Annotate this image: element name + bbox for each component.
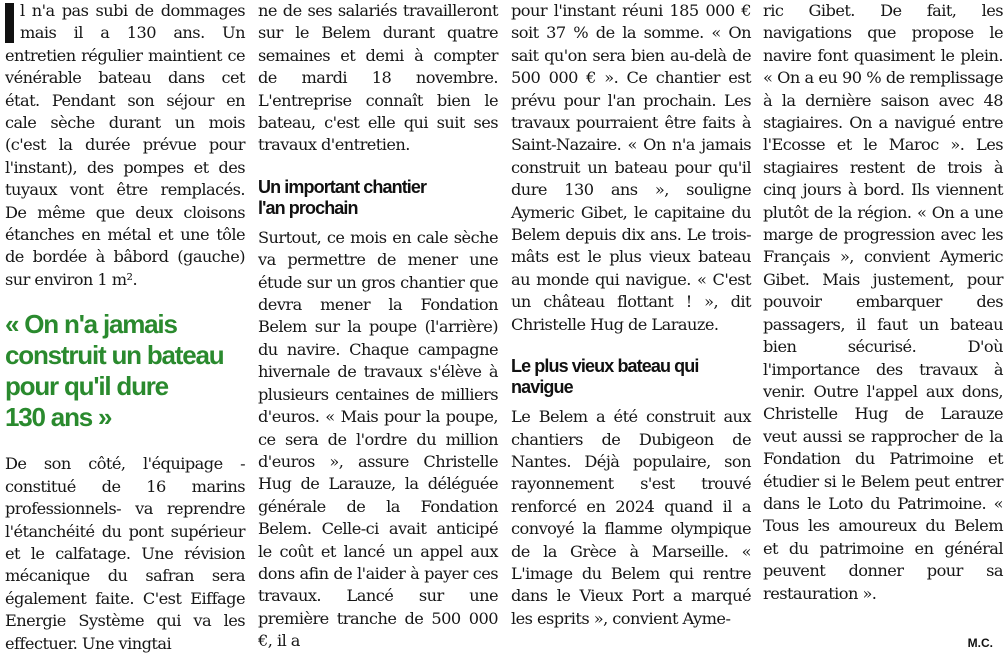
section-subheading	[511, 356, 751, 398]
pull-quote-line: pour qu'il dure	[5, 371, 168, 402]
subheading-line: l'an prochain	[258, 197, 358, 218]
author-byline: M.C.	[967, 636, 993, 650]
pull-quote	[5, 309, 245, 433]
pull-quote-line: construit un bateau	[5, 340, 224, 371]
article-column-2	[258, 0, 498, 653]
article-column-4	[763, 0, 1003, 605]
paragraph-text: Le Belem a été construit aux chantiers de Dubigeon de Nantes. Déjà populaire, son rayonnement s'est trouvé renforcé en 2024 quand il a convoyé la flamme olympique de la Grèce à Marseille. « L'image du Belem qui rentre dans le Vieux Port a marqué les esprits », convient Ayme-	[511, 407, 751, 628]
paragraph-text: Surtout, ce mois en cale sèche va permettre de mener une étude sur un gros chantier que devra mener la Fondation Belem sur la poupe (l'arrière) du navire. Chaque campagne hivernale de travaux s'élève à plusieurs centaines de milliers d'euros. « Mais pour la poupe, ce sera de l'ordre du million d'euros », assure Christelle Hug de Larauze, la déléguée générale de la Fondation Belem. Celle-ci avait anticipé le coût et lancé un appel aux dons afin de l'aider à payer ces travaux. Lancé sur une première tranche de 500 000 €, il a	[258, 227, 498, 651]
section-subheading	[258, 177, 498, 219]
pull-quote-line: 130 ans »	[5, 402, 112, 433]
paragraph-text: ne de ses salariés travailleront sur le Belem durant quatre semaines et demi à compter de mardi 18 novembre. L'entreprise connaît bien le bateau, c'est elle qui suit ses travaux d'entretien.	[258, 1, 498, 155]
paragraph-text: pour l'instant réuni 185 000 € soit 37 % de la somme. « On sait qu'on sera bien au-delà de 500 000 € ». Ce chantier est prévu pour l'an prochain. Les travaux pourraient être faits à Saint-Nazaire. « On n'a jamais construit un bateau pour qu'il dure 130 ans », souligne Aymeric Gibet, le capitaine du Belem depuis dix ans. Le trois-mâts est le plus vieux bateau au monde qui navigue. « C'est un château flottant ! », dit Christelle Hug de Larauze.	[511, 1, 751, 334]
paragraph-text: De son côté, l'équipage - constitué de 16 marins professionnels- va reprendre l'étanchéité du pont supérieur et le calfatage. Une révision mécanique du safran sera également faite. C'est Eiffage Energie Système qui va les effectuer. Une vingtai	[5, 454, 245, 653]
paragraph-text: ric Gibet. De fait, les navigations que propose le navire font quasiment le plein. « On a eu 90 % de remplissage à la dernière saison avec 48 stagiaires. On a navigué entre l'Ecosse et le Maroc ». Les stagiaires restent de trois à cinq jours à bord. Ils viennent plutôt de la région. « On a une marge de progression avec les Français », convient Aymeric Gibet. Mais justement, pour pouvoir embarquer des passagers, il faut un bateau bien sécurisé. D'où l'importance des travaux à venir. Outre l'appel aux dons, Christelle Hug de Larauze veut aussi se rapprocher de la Fondation du Patrimoine et étudier si le Belem peut entrer dans le Loto du Patrimoine. « Tous les amoureux du Belem et du patrimoine en général peuvent donner pour sa restauration ».	[763, 1, 1003, 603]
subheading-line: Le plus vieux bateau qui	[511, 356, 699, 377]
article-column-3	[511, 0, 751, 630]
opening-paragraph	[5, 0, 245, 291]
paragraph-text: l n'a pas subi de dommages mais il a 130 ans. Un entretien régulier maintient ce vénérable bateau dans cet état. Pendant son séjour en cale sèche durant un mois (c'est la durée prévue pour l'instant), des pompes et des tuyaux vont être remplacés. De même que deux cloisons étanches en métal et une tôle de bordée à bâbord (gauche) sur environ 1 m².	[5, 1, 245, 289]
article-column-1	[5, 0, 245, 655]
pull-quote-line: « On n'a jamais	[5, 309, 177, 340]
drop-cap-bar	[5, 3, 14, 43]
subheading-line: Un important chantier	[258, 176, 427, 197]
subheading-line: navigue	[511, 377, 573, 398]
